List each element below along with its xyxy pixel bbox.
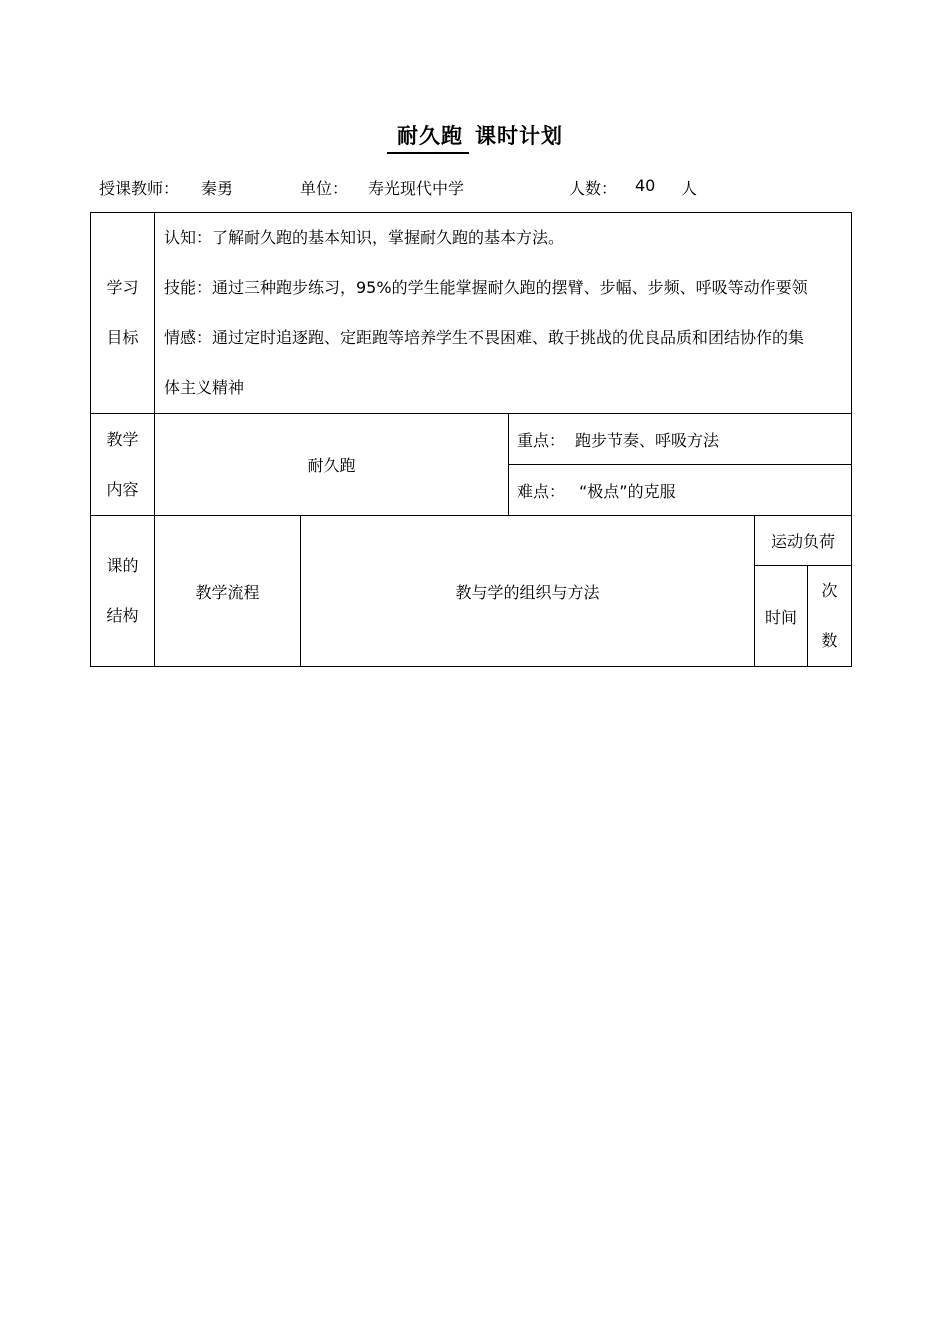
difficulty-cell	[509, 465, 852, 516]
title-main: 耐久跑	[387, 120, 469, 154]
count-unit: 人	[681, 179, 698, 198]
content-label-cell	[91, 414, 155, 516]
content-row-key	[91, 414, 852, 465]
objective-cognition: 认知：了解耐久跑的基本知识，掌握耐久跑的基本方法。	[164, 228, 565, 247]
structure-label-line2: 结构	[106, 606, 139, 625]
objectives-row	[91, 213, 852, 414]
unit-label: 单位：	[300, 179, 349, 198]
structure-row-head	[91, 516, 852, 566]
page-title	[0, 120, 950, 154]
content-topic: 耐久跑	[307, 456, 356, 475]
key-point-cell	[509, 414, 852, 465]
content-label-line2: 内容	[106, 479, 139, 499]
count-label: 人数：	[569, 179, 618, 198]
objectives-label-cell	[91, 213, 155, 414]
objective-emotion: 情感：通过定时追逐跑、定距跑等培养学生不畏困难、敢于挑战的优良品质和团结协作的集	[164, 328, 805, 347]
key-point-label: 重点：	[517, 430, 566, 450]
objective-emotion-cont: 体主义精神	[164, 378, 245, 397]
flow-header-cell	[155, 516, 301, 667]
structure-label-cell	[91, 516, 155, 667]
key-point-value: 跑步节奏、呼吸方法	[575, 430, 720, 450]
unit-name: 寿光现代中学	[368, 179, 465, 198]
time-header-cell	[755, 566, 808, 667]
objective-skill: 技能：通过三种跑步练习，95%的学生能掌握耐久跑的摆臂、步幅、步频、呼吸等动作要领	[164, 278, 808, 297]
lesson-plan-table	[90, 212, 852, 667]
content-topic-cell	[155, 414, 509, 516]
count-header-cell	[808, 566, 852, 667]
objectives-cell	[155, 213, 852, 414]
method-header-cell	[301, 516, 755, 667]
student-count: 40	[635, 176, 656, 195]
load-header: 运动负荷	[770, 532, 835, 551]
objectives-label-line2: 目标	[106, 328, 139, 347]
teacher-name: 秦勇	[201, 179, 234, 198]
flow-header: 教学流程	[195, 582, 260, 602]
count-header-line2: 数	[821, 631, 838, 650]
teacher-label: 授课教师：	[99, 179, 180, 198]
load-header-cell	[755, 516, 852, 566]
method-header: 教与学的组织与方法	[455, 582, 600, 602]
time-header: 时间	[764, 607, 797, 627]
difficulty-label: 难点：	[517, 481, 566, 501]
structure-label-line1: 课的	[106, 556, 139, 575]
count-header-line1: 次	[821, 581, 838, 600]
objectives-label-line1: 学习	[106, 278, 139, 297]
difficulty-value: “极点”的克服	[579, 481, 676, 501]
title-sub: 课时计划	[475, 124, 563, 148]
content-label-line1: 教学	[106, 429, 139, 449]
